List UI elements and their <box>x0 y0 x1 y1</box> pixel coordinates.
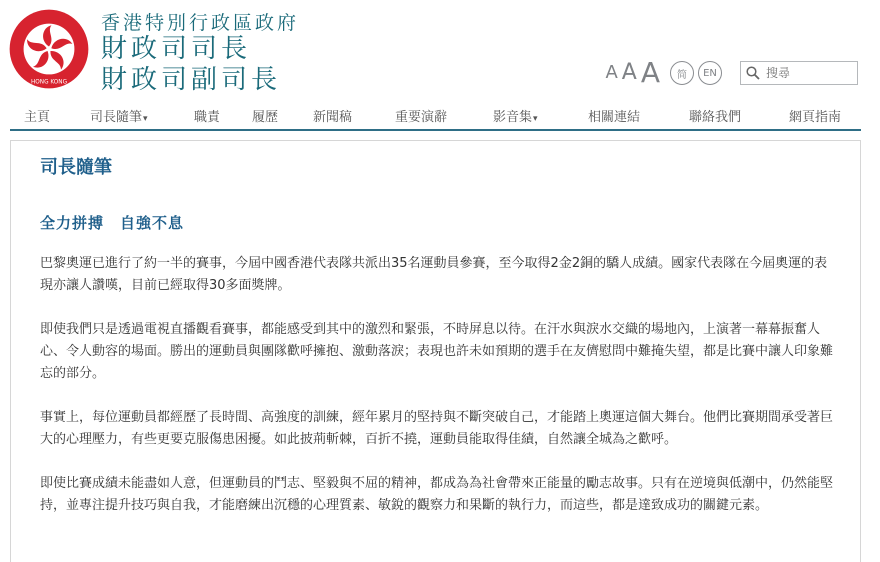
font-size-small-button[interactable]: A <box>605 62 618 83</box>
content-panel <box>10 140 861 562</box>
lang-simplified-button[interactable]: 简 <box>670 61 694 85</box>
article-paragraph: 事實上，每位運動員都經歷了長時間、高強度的訓練，經年累月的堅持與不斷突破自己，才能踏上奧運這個大舞台。他們比賽期間承受著巨大的心理壓力，有些更要克服傷患困擾。如此披荊斬棘，百折不撓，運動員能取得佳績，自然讓全城為之歡呼。 <box>40 410 834 447</box>
dropdown-arrow-icon: ▾ <box>143 114 148 124</box>
search-input[interactable] <box>766 66 846 80</box>
header-tools <box>605 58 858 88</box>
nav-site-guide[interactable]: 網頁指南 <box>789 110 842 125</box>
nav-home[interactable]: 主頁 <box>24 110 51 125</box>
nav-biography[interactable]: 履歷 <box>252 110 279 125</box>
title-deputy-financial-secretary: 財政司副司長 <box>101 65 282 95</box>
government-name: 香港特別行政區政府 <box>101 12 300 34</box>
article-title: 全力拼搏 自強不息 <box>40 214 185 232</box>
nav-related-links[interactable]: 相關連結 <box>588 110 641 125</box>
site-titles <box>101 12 299 96</box>
nav-press-releases[interactable]: 新聞稿 <box>313 110 353 125</box>
section-title: 司長隨筆 <box>40 157 112 178</box>
search-box[interactable] <box>740 61 858 85</box>
nav-contact-us[interactable]: 聯絡我們 <box>689 110 742 125</box>
nav-speeches[interactable]: 重要演辭 <box>395 110 448 125</box>
article-paragraph: 巴黎奧運已進行了約一半的賽事，今屆中國香港代表隊共派出35名運動員參賽，至今取得2金2銅的驕人成績。國家代表隊在今屆奧運的表現亦讓人讚嘆，目前已經取得30多面獎牌。 <box>40 256 828 293</box>
nav-duties[interactable]: 職責 <box>194 110 221 125</box>
page-header <box>0 0 880 100</box>
font-size-medium-button[interactable]: A <box>621 60 637 85</box>
font-size-large-button[interactable]: A <box>640 56 660 89</box>
lang-english-button[interactable]: EN <box>698 61 722 85</box>
main-nav <box>10 101 861 131</box>
search-icon[interactable] <box>746 66 760 80</box>
hksar-emblem[interactable] <box>8 8 90 90</box>
svg-text:HONG KONG: HONG KONG <box>30 79 68 86</box>
title-financial-secretary: 財政司司長 <box>101 34 252 64</box>
dropdown-arrow-icon: ▾ <box>533 114 538 124</box>
nav-blog[interactable]: 司長隨筆▾ <box>90 110 148 125</box>
nav-media[interactable]: 影音集▾ <box>493 110 538 125</box>
article-paragraph: 即使我們只是透過電視直播觀看賽事，都能感受到其中的激烈和緊張，不時屏息以待。在汗水與淚水交織的場地內，上演著一幕幕振奮人心、令人動容的場面。勝出的運動員與團隊歡呼擁抱、激動落淚；表現也許未如預期的選手在友儕慰問中難掩失望，都是比賽中讓人印象難忘的部分。 <box>40 322 834 381</box>
article-paragraph: 即使比賽成績未能盡如人意，但運動員的鬥志、堅毅與不屈的精神，都成為為社會帶來正能量的勵志故事。只有在逆境與低潮中，仍然能堅持，並專注提升技巧與自我，才能磨練出沉穩的心理質素、敏銳的觀察力和果斷的執行力，而這些，都是達致成功的關鍵元素。 <box>40 476 834 513</box>
